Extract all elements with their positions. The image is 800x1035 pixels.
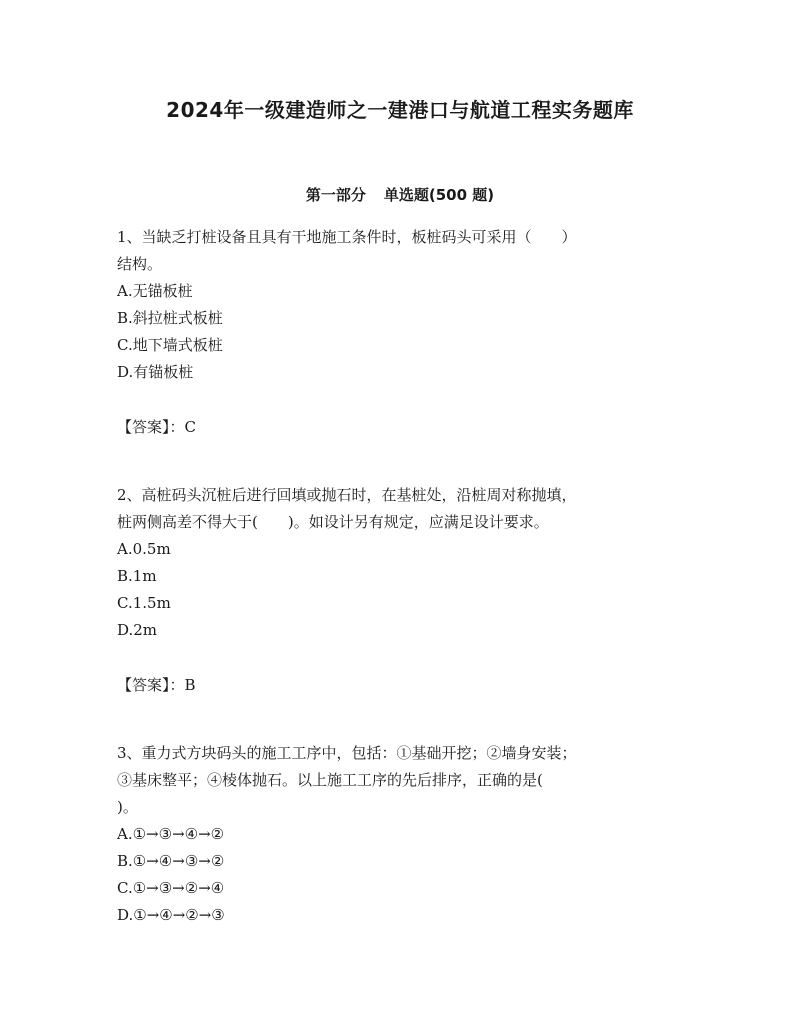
question-1-answer: 【答案】：C xyxy=(117,418,196,436)
question-3-stem-line-1: 3、重力式方块码头的施工工序中，包括：①基础开挖；②墙身安装； xyxy=(117,744,577,762)
question-1-option-c: C.地下墙式板桩 xyxy=(117,336,223,354)
question-1-stem-line-1: 1、当缺乏打桩设备且具有干地施工条件时，板桩码头可采用（ ） xyxy=(117,228,577,246)
question-2-option-c: C.1.5m xyxy=(117,594,171,612)
question-3-option-b: B.①→④→③→② xyxy=(117,852,225,870)
question-1-stem-line-2: 结构。 xyxy=(117,255,163,273)
section-part: 第一部分 xyxy=(305,186,366,204)
question-3-stem-line-3: )。 xyxy=(117,798,138,816)
document-title: 2024年一级建造师之一建港口与航道工程实务题库 xyxy=(166,98,634,122)
question-2-answer: 【答案】：B xyxy=(117,676,196,694)
question-2-stem-line-2: 桩两侧高差不得大于( )。如设计另有规定，应满足设计要求。 xyxy=(117,513,549,531)
question-3-option-a: A.①→③→④→② xyxy=(117,825,225,843)
question-2-option-a: A.0.5m xyxy=(117,540,171,558)
question-2 xyxy=(117,482,677,644)
question-2-option-b: B.1m xyxy=(117,567,157,585)
question-3-stem-line-2: ③基床整平；④棱体抛石。以上施工工序的先后排序，正确的是( xyxy=(117,771,543,789)
question-3-option-d: D.①→④→②→③ xyxy=(117,906,225,924)
question-1-option-a: A.无锚板桩 xyxy=(117,282,193,300)
section-name: 单选题(500 题) xyxy=(383,186,495,204)
question-2-option-d: D.2m xyxy=(117,621,158,639)
question-3 xyxy=(117,740,677,929)
section-heading xyxy=(0,184,800,205)
question-1-option-d: D.有锚板桩 xyxy=(117,363,194,381)
question-1-option-b: B.斜拉桩式板桩 xyxy=(117,309,223,327)
question-3-option-c: C.①→③→②→④ xyxy=(117,879,225,897)
question-1 xyxy=(117,224,677,386)
question-2-stem-line-1: 2、高桩码头沉桩后进行回填或抛石时，在基桩处，沿桩周对称抛填， xyxy=(117,486,577,504)
